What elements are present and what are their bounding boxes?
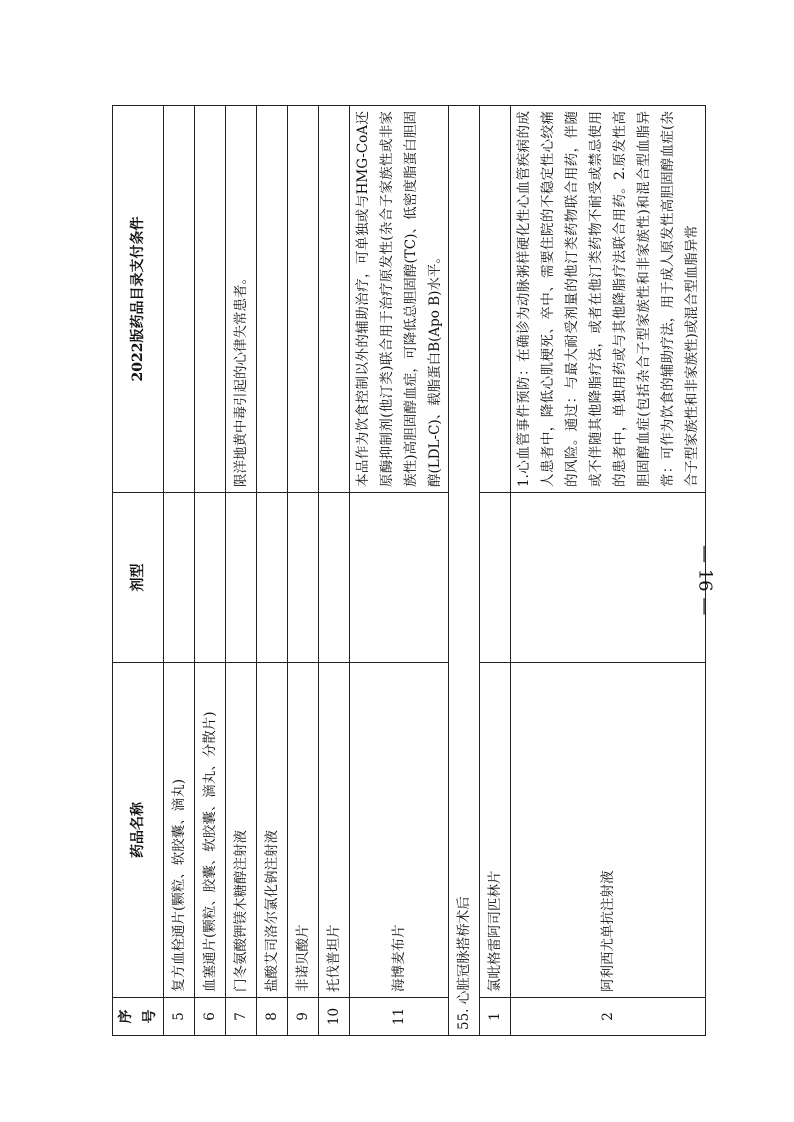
row-cond bbox=[195, 106, 226, 493]
row-seq: 7 bbox=[226, 998, 257, 1036]
row-form bbox=[226, 493, 257, 663]
header-row bbox=[113, 106, 164, 1036]
drug-table bbox=[112, 105, 706, 1036]
row-name: 阿利西尤单抗注射液 bbox=[511, 663, 706, 998]
row-form bbox=[319, 493, 350, 663]
row-cond bbox=[319, 106, 350, 493]
header-name: 药品名称 bbox=[113, 663, 164, 998]
table-row bbox=[288, 106, 319, 1036]
row-form bbox=[257, 493, 288, 663]
row-cond bbox=[288, 106, 319, 493]
row-name: 非诺贝酸片 bbox=[288, 663, 319, 998]
table-row bbox=[511, 106, 706, 1036]
row-cond: 限洋地黄中毒引起的心律失常患者。 bbox=[226, 106, 257, 493]
header-seq: 序号 bbox=[113, 998, 164, 1036]
row-form bbox=[195, 493, 226, 663]
table-row bbox=[164, 106, 195, 1036]
table-row bbox=[319, 106, 350, 1036]
section-heading: 55. 心脏冠脉搭桥术后 bbox=[449, 106, 480, 1036]
row-seq: 11 bbox=[350, 998, 449, 1036]
row-form bbox=[480, 493, 511, 663]
row-seq: 6 bbox=[195, 998, 226, 1036]
table-row bbox=[350, 106, 449, 1036]
row-form bbox=[164, 493, 195, 663]
row-form bbox=[288, 493, 319, 663]
row-name: 门冬氨酸钾镁木糖醇注射液 bbox=[226, 663, 257, 998]
row-form bbox=[511, 493, 706, 663]
table-row bbox=[226, 106, 257, 1036]
header-form: 剂型 bbox=[113, 493, 164, 663]
rotated-page bbox=[112, 106, 700, 1036]
header-cond: 2022版药品目录支付条件 bbox=[113, 106, 164, 493]
row-cond bbox=[257, 106, 288, 493]
row-cond bbox=[164, 106, 195, 493]
row-cond: 本品作为饮食控制以外的辅助治疗，可单独或与HMG-CoA还原酶抑制剂(他汀类)联合用于治疗原发性(杂合子家族性或非家族性)高胆固醇血症，可降低总胆固醇(TC)、低密度脂蛋白胆固醇(LDL-C)、载脂蛋白B(Apo B)水平。 bbox=[350, 106, 449, 493]
section-row bbox=[449, 106, 480, 1036]
row-seq: 1 bbox=[480, 998, 511, 1036]
row-seq: 10 bbox=[319, 998, 350, 1036]
table-row bbox=[257, 106, 288, 1036]
row-name: 托伐普坦片 bbox=[319, 663, 350, 998]
row-seq: 9 bbox=[288, 998, 319, 1036]
row-name: 盐酸艾司洛尔氯化钠注射液 bbox=[257, 663, 288, 998]
row-cond bbox=[480, 106, 511, 493]
table-row bbox=[480, 106, 511, 1036]
row-seq: 2 bbox=[511, 998, 706, 1036]
row-cond: 1.心血管事件预防：在确诊为动脉粥样硬化性心血管疾病的成人患者中，降低心肌梗死、卒中、需要住院的不稳定性心绞痛的风险。通过：与最大耐受剂量的他汀类药物联合用药，伴随或不伴随其他降脂疗法，或者在他汀类药物不耐受或禁忌使用的患者中，单独用药或与其他降脂疗法联合用药。2.原发性高胆固醇血症(包括杂合子型家族性和非家族性)和混合型血脂异常：可作为饮食的辅助疗法，用于成人原发性高胆固醇血症(杂合子型家族性和非家族性)或混合型血脂异常 bbox=[511, 106, 706, 493]
row-name: 血塞通片(颗粒、胶囊、软胶囊、滴丸、分散片) bbox=[195, 663, 226, 998]
row-name: 海博麦布片 bbox=[350, 663, 449, 998]
row-form bbox=[350, 493, 449, 663]
row-name: 氯吡格雷阿司匹林片 bbox=[480, 663, 511, 998]
table-row bbox=[195, 106, 226, 1036]
row-seq: 8 bbox=[257, 998, 288, 1036]
row-seq: 5 bbox=[164, 998, 195, 1036]
row-name: 复方血栓通片(颗粒、软胶囊、滴丸) bbox=[164, 663, 195, 998]
page-number: — 16 — bbox=[694, 544, 716, 616]
